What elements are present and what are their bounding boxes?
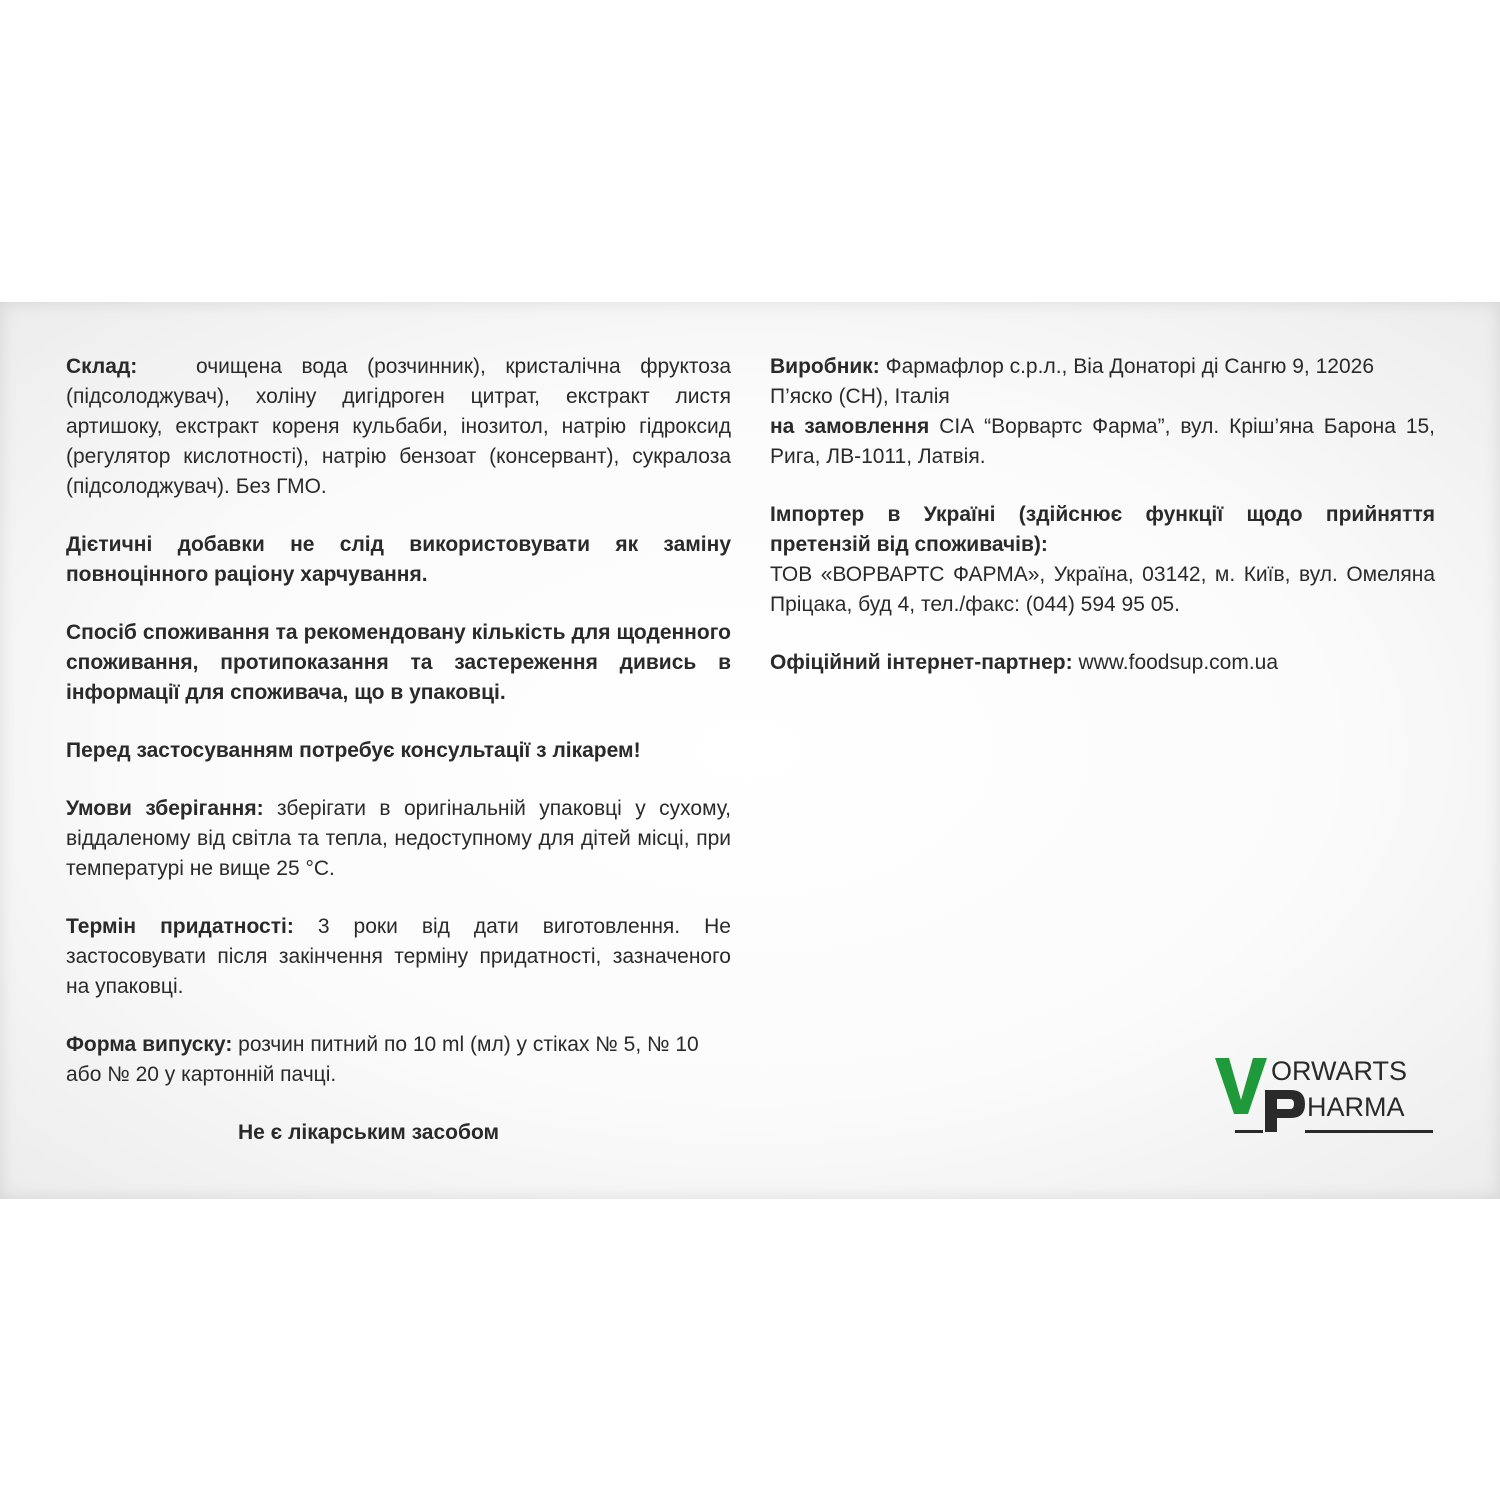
not-medicine-note: Не є лікарським засобом bbox=[237, 1121, 500, 1144]
right-column bbox=[770, 352, 1435, 706]
partner-label: Офіційний інтернет-партнер: bbox=[770, 651, 1073, 674]
composition-label: Склад: bbox=[66, 355, 138, 378]
shelf-life-paragraph bbox=[66, 912, 731, 1002]
product-label-card bbox=[0, 302, 1500, 1199]
logo-v-mark bbox=[1215, 1058, 1267, 1114]
partner-link[interactable]: www.foodsup.com.ua bbox=[1078, 651, 1279, 674]
logo-underline-right bbox=[1305, 1130, 1433, 1133]
logo-p-mark bbox=[1265, 1090, 1305, 1132]
ordered-by-label: на замовлення bbox=[770, 415, 930, 438]
logo-underline-left bbox=[1235, 1130, 1263, 1133]
partner-paragraph bbox=[770, 648, 1435, 678]
left-column bbox=[66, 352, 731, 1148]
storage-label: Умови зберігання: bbox=[66, 797, 264, 820]
manufacturer-text: Фармафлор с.р.л., Віа Донаторі ді Сангю 9, 12026 П’яско (СН), Італія bbox=[770, 355, 1374, 408]
importer-text: ТОВ «ВОРВАРТС ФАРМА», Україна, 03142, м. Київ, вул. Омеляна Пріцака, буд 4, тел./факс: (044) 594 95 05. bbox=[770, 563, 1435, 616]
logo-text-orwarts: ORWARTS bbox=[1271, 1056, 1408, 1086]
storage-paragraph bbox=[66, 794, 731, 884]
shelf-life-label: Термін придатності: bbox=[66, 915, 294, 938]
logo-text-harma: HARMA bbox=[1307, 1092, 1405, 1122]
release-form-paragraph bbox=[66, 1030, 731, 1090]
diet-warning: Дієтичні добавки не слід використовувати як заміну повноцінного раціону харчування. bbox=[66, 533, 731, 586]
usage-note: Спосіб споживання та рекомендовану кількість для щоденного споживання, протипоказання та застереження дивись в інформації для споживача, що в упаковці. bbox=[66, 621, 731, 704]
ordered-by-paragraph bbox=[770, 412, 1435, 472]
composition-text: очищена вода (розчинник), кристалічна фруктоза (підсолоджувач), холіну дигідроген цитрат, екстракт листя артишоку, екстракт кореня кульбаби, інозитол, натрію гідроксид (регулятор кислотності), натрію бензоат (консервант), сукралоза (підсолоджувач). Без ГМО. bbox=[66, 355, 731, 498]
consult-note: Перед застосуванням потребує консультації з лікарем! bbox=[66, 739, 641, 762]
vorwarts-pharma-logo bbox=[1213, 1054, 1435, 1136]
ordered-by-text: СІА “Ворвартс Фарма”, вул. Кріш’яна Барона 15, Рига, ЛВ-1011, Латвія. bbox=[770, 415, 1436, 468]
release-form-text: розчин питний по 10 ml (мл) у стіках № 5, № 10 або № 20 у картонній пачці. bbox=[66, 1033, 699, 1086]
storage-text: зберігати в оригінальній упаковці у сухому, віддаленому від світла та тепла, недоступному для дітей місці, при температурі не вище 25 °С. bbox=[66, 797, 731, 880]
manufacturer-paragraph bbox=[770, 352, 1435, 412]
importer-paragraph bbox=[770, 500, 1435, 620]
shelf-life-text: 3 роки від дати виготовлення. Не застосовувати після закінчення терміну придатності, зазначеного на упаковці. bbox=[66, 915, 731, 998]
composition-paragraph bbox=[66, 352, 731, 502]
release-form-label: Форма випуску: bbox=[66, 1033, 233, 1056]
manufacturer-label: Виробник: bbox=[770, 355, 880, 378]
importer-label: Імпортер в Україні (здійснює функції щодо прийняття претензій від споживачів): bbox=[770, 503, 1435, 556]
